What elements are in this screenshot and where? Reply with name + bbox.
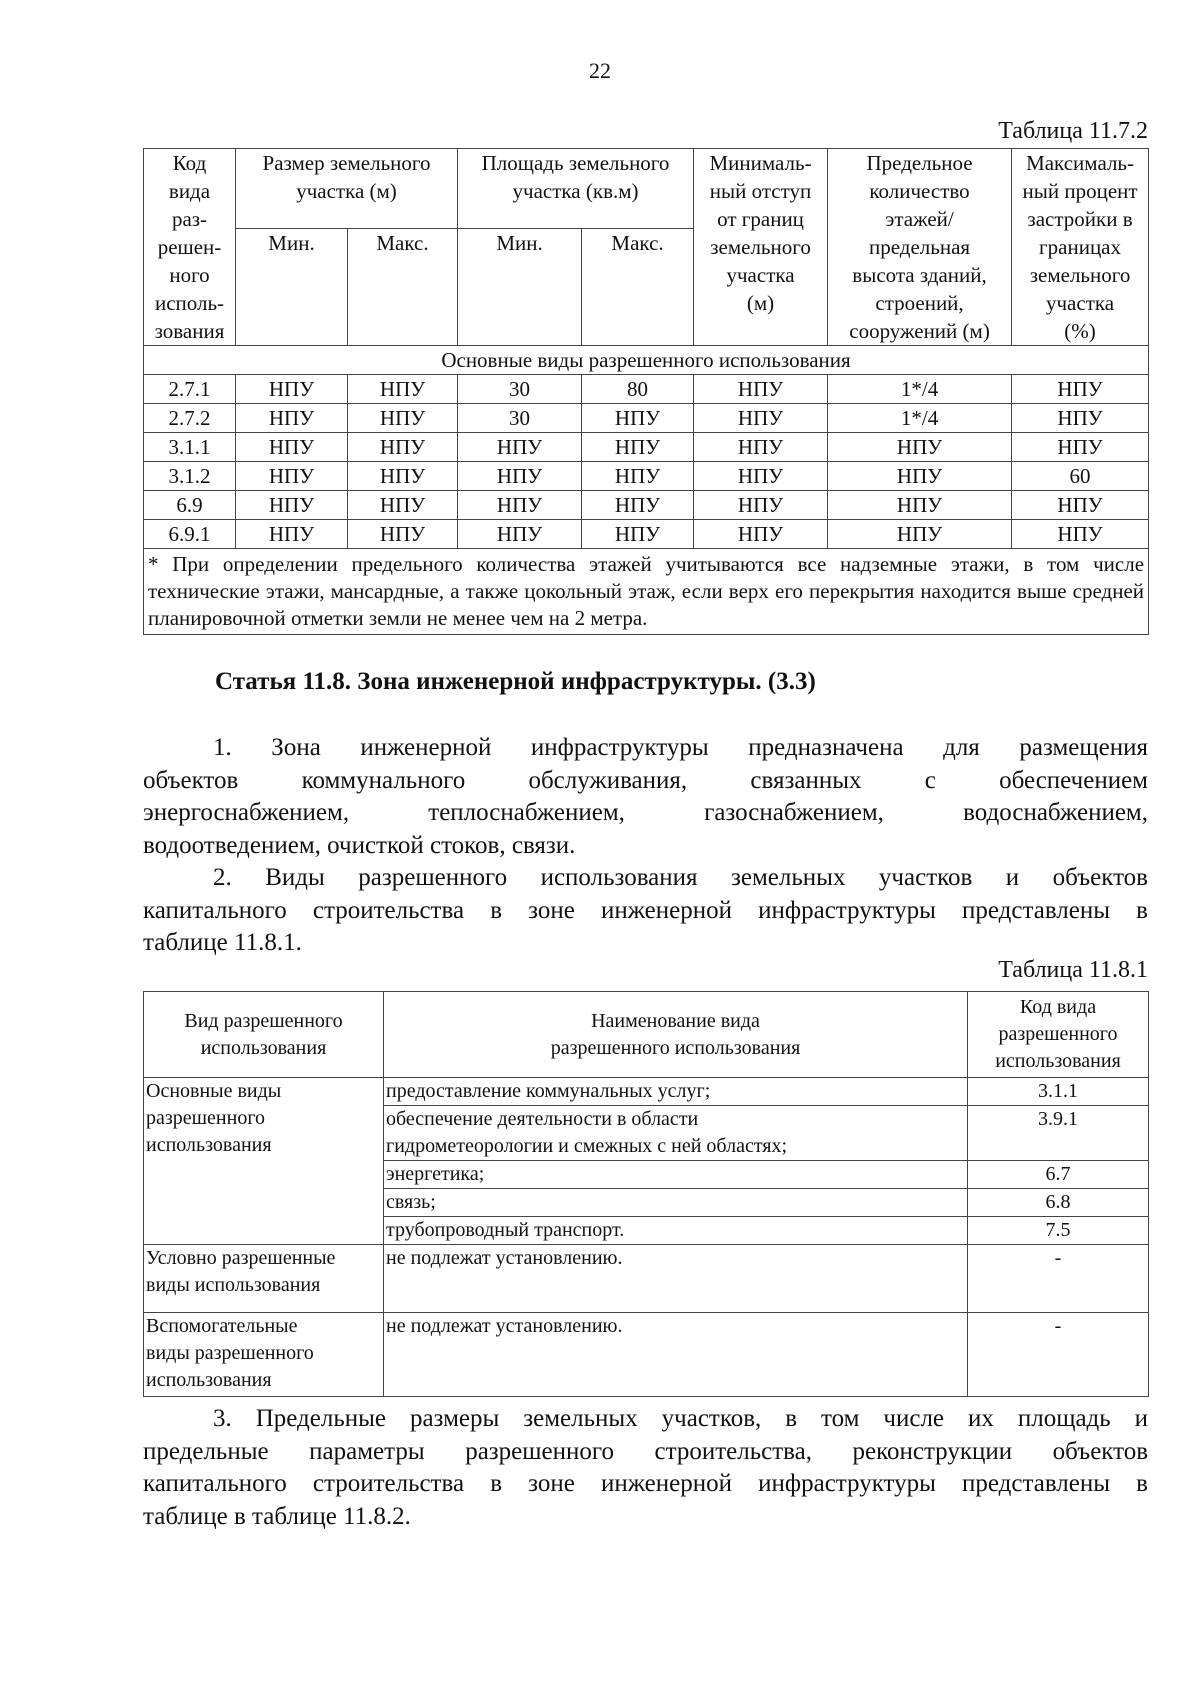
paragraph-1 <box>143 732 1148 862</box>
use-code: 3.9.1 <box>968 1106 1149 1161</box>
header-size: Размер земельного участка (м) <box>236 149 458 229</box>
table-cell: НПУ <box>348 462 458 491</box>
table-cell: 6.9.1 <box>144 520 236 549</box>
header-code-lines: Код вида раз- решен- ного исполь- зования <box>154 151 225 343</box>
conditional-group: Условно разрешенные виды использования <box>144 1245 384 1313</box>
header-size-max: Макс. <box>348 229 458 346</box>
use-name: обеспечение деятельности в области гидрометеорологии и смежных с ней областях; <box>384 1106 968 1161</box>
text-line: водоотведением, очисткой стоков, связи. <box>143 831 576 859</box>
table-footnote: * При определении предельного количества этажей учитываются все надземные этажи, в том числе технические этажи, мансардные, а также цокольный этаж, если верх его перекрытия находится выше средней планировочной отметки земли не менее чем на 2 метра. <box>144 549 1149 635</box>
table-row <box>144 433 1149 462</box>
table-row <box>144 462 1149 491</box>
use-name: связь; <box>384 1189 968 1217</box>
table-cell: НПУ <box>348 375 458 404</box>
page-number: 22 <box>589 58 611 83</box>
table-cell: 3.1.2 <box>144 462 236 491</box>
table-cell: НПУ <box>236 433 348 462</box>
table-cell: НПУ <box>236 491 348 520</box>
text-line: объектов коммунального обслуживания, связанных с обеспечением <box>143 766 1148 794</box>
table-cell: НПУ <box>828 462 1012 491</box>
auxiliary-name: не подлежат установлению. <box>384 1313 968 1397</box>
use-name: трубопроводный транспорт. <box>384 1217 968 1245</box>
table-cell: НПУ <box>348 433 458 462</box>
use-name: предоставление коммунальных услуг; <box>384 1078 968 1106</box>
table-cell: НПУ <box>1012 375 1149 404</box>
table-cell: 3.1.1 <box>144 433 236 462</box>
table-cell: НПУ <box>694 404 828 433</box>
table-cell: НПУ <box>694 462 828 491</box>
table-cell: НПУ <box>582 491 694 520</box>
table-cell: НПУ <box>828 491 1012 520</box>
text-line: предельные параметры разрешенного строительства, реконструкции объектов <box>143 1437 1148 1465</box>
text-line: 2. Виды разрешенного использования земельных участков и объектов <box>213 864 1148 891</box>
table-cell: 1*/4 <box>828 404 1012 433</box>
table-caption-11-8-1: Таблица 11.8.1 <box>998 957 1148 983</box>
table-cell: 30 <box>458 375 582 404</box>
paragraph-3 <box>143 1403 1148 1533</box>
table-cell: НПУ <box>582 404 694 433</box>
table-caption-11-7-2: Таблица 11.7.2 <box>998 118 1148 144</box>
text-line: 3. Предельные размеры земельных участков, в том числе их площадь и <box>213 1405 1148 1432</box>
conditional-code: - <box>968 1245 1149 1313</box>
table-row <box>144 1078 1149 1106</box>
use-code: 7.5 <box>968 1217 1149 1245</box>
text-line: 1. Зона инженерной инфраструктуры предназначена для размещения <box>213 734 1148 761</box>
header-code <box>144 149 236 346</box>
table-cell: НПУ <box>694 491 828 520</box>
table-cell: 6.9 <box>144 491 236 520</box>
table-cell: НПУ <box>236 375 348 404</box>
text-line: капитального строительства в зоне инженерной инфраструктуры представлены в <box>143 896 1148 924</box>
use-code: 6.7 <box>968 1161 1149 1189</box>
use-code: 6.8 <box>968 1189 1149 1217</box>
text-line: таблице в таблице 11.8.2. <box>143 1502 411 1530</box>
table-11-7-2 <box>143 148 1149 635</box>
header-type: Вид разрешенного использования <box>144 992 384 1078</box>
header-percent: Максималь- ный процент застройки в границах земельного участка (%) <box>1012 149 1149 346</box>
table-cell: НПУ <box>582 462 694 491</box>
table-cell: НПУ <box>694 520 828 549</box>
table-cell: НПУ <box>694 375 828 404</box>
use-code: 3.1.1 <box>968 1078 1149 1106</box>
table-row <box>144 520 1149 549</box>
table-cell: 2.7.2 <box>144 404 236 433</box>
paragraph-2 <box>143 862 1148 960</box>
table-cell: НПУ <box>458 520 582 549</box>
table-cell: 80 <box>582 375 694 404</box>
table-cell: НПУ <box>458 491 582 520</box>
text-line: таблице 11.8.1. <box>143 929 302 956</box>
table-cell: 1*/4 <box>828 375 1012 404</box>
table-cell: НПУ <box>582 433 694 462</box>
table-row <box>144 491 1149 520</box>
table-cell: 2.7.1 <box>144 375 236 404</box>
header-area-max: Макс. <box>582 229 694 346</box>
table-cell: НПУ <box>1012 404 1149 433</box>
table-cell: НПУ <box>828 433 1012 462</box>
table-cell: НПУ <box>828 520 1012 549</box>
header-code: Код вида разрешенного использования <box>968 992 1149 1078</box>
table-cell: НПУ <box>1012 520 1149 549</box>
table-cell: НПУ <box>582 520 694 549</box>
table-cell: НПУ <box>348 404 458 433</box>
text-line: капитального строительства в зоне инженерной инфраструктуры представлены в <box>143 1470 1148 1497</box>
article-heading: Статья 11.8. Зона инженерной инфраструктуры. (3.3) <box>215 668 816 695</box>
section-row: Основные виды разрешенного использования <box>144 346 1149 375</box>
main-group: Основные виды разрешенного использования <box>144 1078 384 1245</box>
header-area-min: Мин. <box>458 229 582 346</box>
auxiliary-code: - <box>968 1313 1149 1397</box>
table-cell: 30 <box>458 404 582 433</box>
header-size-min: Мин. <box>236 229 348 346</box>
table-row <box>144 375 1149 404</box>
table-cell: НПУ <box>236 404 348 433</box>
table-cell: НПУ <box>694 433 828 462</box>
conditional-name: не подлежат установлению. <box>384 1245 968 1313</box>
table-cell: НПУ <box>348 491 458 520</box>
auxiliary-group: Вспомогательные виды разрешенного использования <box>144 1313 384 1397</box>
header-area: Площадь земельного участка (кв.м) <box>458 149 694 229</box>
header-name: Наименование вида разрешенного использования <box>384 992 968 1078</box>
table-cell: НПУ <box>236 462 348 491</box>
use-name: энергетика; <box>384 1161 968 1189</box>
table-cell: НПУ <box>236 520 348 549</box>
table-row <box>144 404 1149 433</box>
header-indent: Минималь- ный отступ от границ земельного участка (м) <box>694 149 828 346</box>
table-cell: НПУ <box>1012 433 1149 462</box>
table-cell: НПУ <box>458 462 582 491</box>
table-cell: НПУ <box>458 433 582 462</box>
header-floors: Предельное количество этажей/ предельная высота зданий, строений, сооружений (м) <box>828 149 1012 346</box>
table-cell: 60 <box>1012 462 1149 491</box>
table-11-8-1 <box>143 991 1149 1397</box>
table-cell: НПУ <box>1012 491 1149 520</box>
text-line: энергоснабжением, теплоснабжением, газоснабжением, водоснабжением, <box>143 799 1148 826</box>
table-cell: НПУ <box>348 520 458 549</box>
